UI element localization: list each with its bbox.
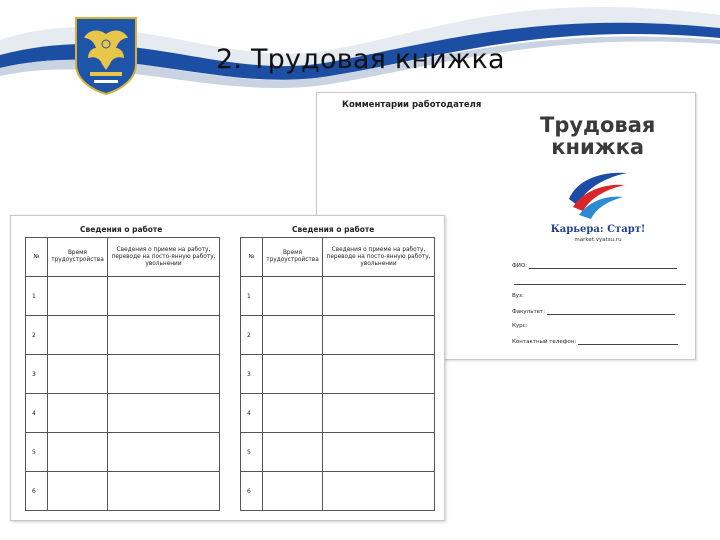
column-header-time: Время трудоустройства <box>263 238 323 277</box>
table-row <box>26 355 220 394</box>
table-cell <box>108 355 220 394</box>
work-table-left <box>25 237 220 511</box>
table-cell <box>263 472 323 511</box>
table-cell <box>108 277 220 316</box>
work-page-title-right: Сведения о работе <box>292 225 375 234</box>
coat-of-arms-emblem <box>70 14 142 96</box>
row-number: 1 <box>241 277 263 316</box>
table-cell <box>263 433 323 472</box>
row-number: 4 <box>241 394 263 433</box>
form-field-faculty <box>512 308 675 315</box>
row-number: 6 <box>26 472 48 511</box>
form-field-university <box>512 293 524 299</box>
form-field-course <box>512 323 528 329</box>
table-cell <box>263 316 323 355</box>
form-label: Контактный телефон: <box>512 339 577 345</box>
table-cell <box>263 277 323 316</box>
table-cell <box>323 355 435 394</box>
form-field-phone <box>512 338 678 345</box>
work-table-right <box>240 237 435 511</box>
row-number: 3 <box>241 355 263 394</box>
column-header-details: Сведения о приеме на работу, переводе на посто-янную работу, увольнении <box>323 238 435 277</box>
form-label: Факультет: <box>512 309 546 315</box>
form-label: Вуз: <box>512 293 524 299</box>
table-row <box>241 394 435 433</box>
column-header-number: № <box>241 238 263 277</box>
brand-title <box>540 114 655 158</box>
table-cell <box>323 394 435 433</box>
table-row <box>241 355 435 394</box>
row-number: 3 <box>26 355 48 394</box>
brand-url: market.vyatsu.ru <box>574 237 622 243</box>
brand-title-line1: Трудовая <box>540 113 656 137</box>
row-number: 5 <box>26 433 48 472</box>
table-cell <box>48 316 108 355</box>
table-row <box>241 316 435 355</box>
column-header-time: Время трудоустройства <box>48 238 108 277</box>
employer-comment-title: Комментарии работодателя <box>342 100 482 110</box>
career-start-logo <box>563 165 633 221</box>
table-cell <box>323 316 435 355</box>
form-label: ФИО: <box>512 263 528 269</box>
table-cell <box>48 277 108 316</box>
table-row <box>26 394 220 433</box>
table-cell <box>48 472 108 511</box>
row-number: 2 <box>241 316 263 355</box>
table-row <box>26 277 220 316</box>
table-row <box>241 472 435 511</box>
table-cell <box>323 472 435 511</box>
form-label: Курс: <box>512 323 528 329</box>
table-cell <box>263 394 323 433</box>
table-cell <box>108 394 220 433</box>
table-row <box>26 316 220 355</box>
table-cell <box>108 316 220 355</box>
row-number: 2 <box>26 316 48 355</box>
row-number: 4 <box>26 394 48 433</box>
column-header-details: Сведения о приеме на работу, переводе на посто-янную работу, увольнении <box>108 238 220 277</box>
table-row <box>241 433 435 472</box>
brand-title-line2: книжка <box>551 135 645 159</box>
table-cell <box>48 355 108 394</box>
table-cell <box>323 433 435 472</box>
work-page-title-left: Сведения о работе <box>80 225 163 234</box>
form-field-fio <box>512 262 677 269</box>
column-header-number: № <box>26 238 48 277</box>
table-row <box>26 433 220 472</box>
row-number: 6 <box>241 472 263 511</box>
row-number: 1 <box>26 277 48 316</box>
table-cell <box>263 355 323 394</box>
table-row <box>26 472 220 511</box>
table-row <box>241 277 435 316</box>
brand-name: Карьера: Старт! <box>550 224 646 235</box>
table-cell <box>48 433 108 472</box>
table-cell <box>323 277 435 316</box>
slide-title: 2. Трудовая книжка <box>216 44 505 75</box>
table-cell <box>108 433 220 472</box>
table-cell <box>108 472 220 511</box>
row-number: 5 <box>241 433 263 472</box>
form-field-continuation <box>512 278 686 285</box>
table-cell <box>48 394 108 433</box>
